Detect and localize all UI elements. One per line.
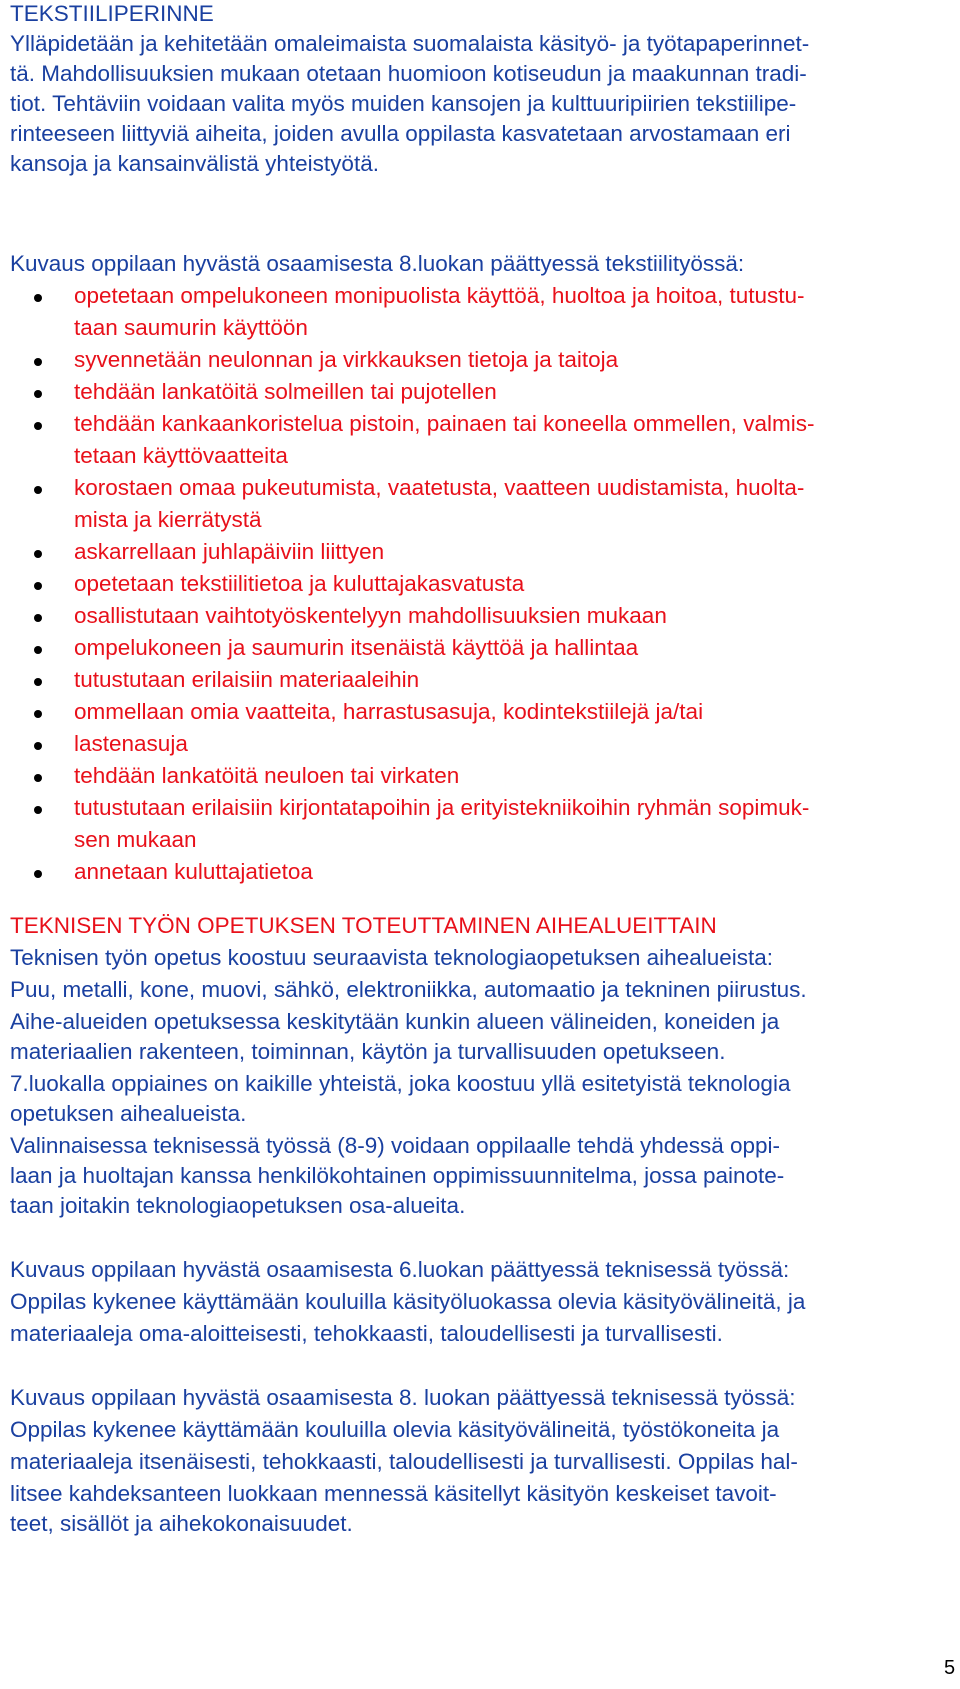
bullet-icon bbox=[34, 550, 42, 558]
bullet-icon bbox=[34, 390, 42, 398]
bullet-icon bbox=[34, 742, 42, 750]
bullet-item-text: tehdään lankatöitä neuloen tai virkaten bbox=[74, 763, 460, 788]
bullet-icon bbox=[34, 646, 42, 654]
intro-line: kansoja ja kansainvälistä yhteistyötä. bbox=[10, 151, 379, 176]
bullet-item-text: ommellaan omia vaatteita, harrastusasuja, kodintekstiilejä ja/tai bbox=[74, 699, 704, 724]
body-line: litsee kahdeksanteen luokkaan mennessä käsitellyt käsityön keskeiset tavoit- bbox=[10, 1481, 777, 1506]
body-line: Oppilas kykenee käyttämään kouluilla käsityöluokassa olevia käsityövälineitä, ja bbox=[10, 1289, 806, 1314]
kuvaus-heading-6-tekninen: Kuvaus oppilaan hyvästä osaamisesta 6.luokan päättyessä teknisessä työssä: bbox=[10, 1257, 790, 1282]
page-number: 5 bbox=[944, 1657, 956, 1679]
bullet-icon bbox=[34, 582, 42, 590]
bullet-item-text: osallistutaan vaihtotyöskentelyyn mahdollisuuksien mukaan bbox=[74, 603, 667, 628]
bullet-item-text: opetetaan ompelukoneen monipuolista käyttöä, huoltoa ja hoitoa, tutustu- bbox=[74, 283, 805, 308]
bullet-item-text: tutustutaan erilaisiin kirjontatapoihin ja erityistekniikoihin ryhmän sopimuk- bbox=[74, 795, 810, 820]
bullet-item-text: opetetaan tekstiilitietoa ja kuluttajakasvatusta bbox=[74, 571, 525, 596]
bullet-icon bbox=[34, 678, 42, 686]
body-line: materiaaleja itsenäisesti, tehokkaasti, taloudellisesti ja turvallisesti. Oppilas hal- bbox=[10, 1449, 798, 1474]
bullet-item-text: tetaan käyttövaatteita bbox=[74, 443, 288, 468]
bullet-icon bbox=[34, 294, 42, 302]
body-line: laan ja huoltajan kanssa henkilökohtainen oppimissuunnitelma, jossa painote- bbox=[10, 1163, 785, 1188]
bullet-item-text: tehdään lankatöitä solmeillen tai pujotellen bbox=[74, 379, 497, 404]
bullet-item-text: korostaen omaa pukeutumista, vaatetusta, vaatteen uudistamista, huolta- bbox=[74, 475, 805, 500]
kuvaus-heading-8-tekstiili: Kuvaus oppilaan hyvästä osaamisesta 8.luokan päättyessä tekstiilityössä: bbox=[10, 251, 745, 276]
intro-line: Ylläpidetään ja kehitetään omaleimaista suomalaista käsityö- ja työtapaperinnet- bbox=[10, 31, 810, 56]
body-line: Teknisen työn opetus koostuu seuraavista teknologiaopetuksen aihealueista: bbox=[10, 945, 774, 970]
bullet-icon bbox=[34, 614, 42, 622]
bullet-item-text: syvennetään neulonnan ja virkkauksen tietoja ja taitoja bbox=[74, 347, 619, 372]
body-line: taan joitakin teknologiaopetuksen osa-alueita. bbox=[10, 1193, 466, 1218]
bullet-icon bbox=[34, 422, 42, 430]
bullet-item-text: mista ja kierrätystä bbox=[74, 507, 262, 532]
body-line: materiaalien rakenteen, toiminnan, käytön ja turvallisuuden opetukseen. bbox=[10, 1039, 726, 1064]
bullet-item-text: taan saumurin käyttöön bbox=[74, 315, 308, 340]
kuvaus-heading-8-tekninen: Kuvaus oppilaan hyvästä osaamisesta 8. luokan päättyessä teknisessä työssä: bbox=[10, 1385, 796, 1410]
bullet-icon bbox=[34, 774, 42, 782]
intro-line: rinteeseen liittyviä aiheita, joiden avulla oppilasta kasvatetaan arvostamaan eri bbox=[10, 121, 791, 146]
section-heading-tekninen: TEKNISEN TYÖN OPETUKSEN TOTEUTTAMINEN AIHEALUEITTAIN bbox=[10, 913, 717, 938]
intro-line: tiot. Tehtäviin voidaan valita myös muiden kansojen ja kulttuuripiirien tekstiilipe- bbox=[10, 91, 797, 116]
bullet-item-text: tehdään kankaankoristelua pistoin, painaen tai koneella ommellen, valmis- bbox=[74, 411, 815, 436]
body-line: 7.luokalla oppiaines on kaikille yhteistä, joka koostuu yllä esitetyistä teknologia bbox=[10, 1071, 791, 1096]
bullet-icon bbox=[34, 358, 42, 366]
bullet-item-text: tutustutaan erilaisiin materiaaleihin bbox=[74, 667, 420, 692]
body-line: Aihe-alueiden opetuksessa keskitytään kunkin alueen välineiden, koneiden ja bbox=[10, 1009, 780, 1034]
section-heading-tekstiiliperinne: TEKSTIILIPERINNE bbox=[10, 1, 214, 26]
bullet-icon bbox=[34, 486, 42, 494]
bullet-item-text: annetaan kuluttajatietoa bbox=[74, 859, 313, 884]
bullet-icon bbox=[34, 710, 42, 718]
bullet-item-text: ompelukoneen ja saumurin itsenäistä käyttöä ja hallintaa bbox=[74, 635, 639, 660]
body-line: Puu, metalli, kone, muovi, sähkö, elektroniikka, automaatio ja tekninen piirustus. bbox=[10, 977, 807, 1002]
body-line: opetuksen aihealueista. bbox=[10, 1101, 247, 1126]
intro-line: tä. Mahdollisuuksien mukaan otetaan huomioon kotiseudun ja maakunnan tradi- bbox=[10, 61, 807, 86]
bullet-item-text: askarrellaan juhlapäiviin liittyen bbox=[74, 539, 385, 564]
body-line: Oppilas kykenee käyttämään kouluilla olevia käsityövälineitä, työstökoneita ja bbox=[10, 1417, 780, 1442]
body-line: Valinnaisessa teknisessä työssä (8-9) voidaan oppilaalle tehdä yhdessä oppi- bbox=[10, 1133, 781, 1158]
bullet-item-text: lastenasuja bbox=[74, 731, 188, 756]
body-line: materiaaleja oma-aloitteisesti, tehokkaasti, taloudellisesti ja turvallisesti. bbox=[10, 1321, 723, 1346]
body-line: teet, sisällöt ja aihekokonaisuudet. bbox=[10, 1511, 353, 1536]
bullet-item-text: sen mukaan bbox=[74, 827, 197, 852]
bullet-icon bbox=[34, 870, 42, 878]
bullet-icon bbox=[34, 806, 42, 814]
